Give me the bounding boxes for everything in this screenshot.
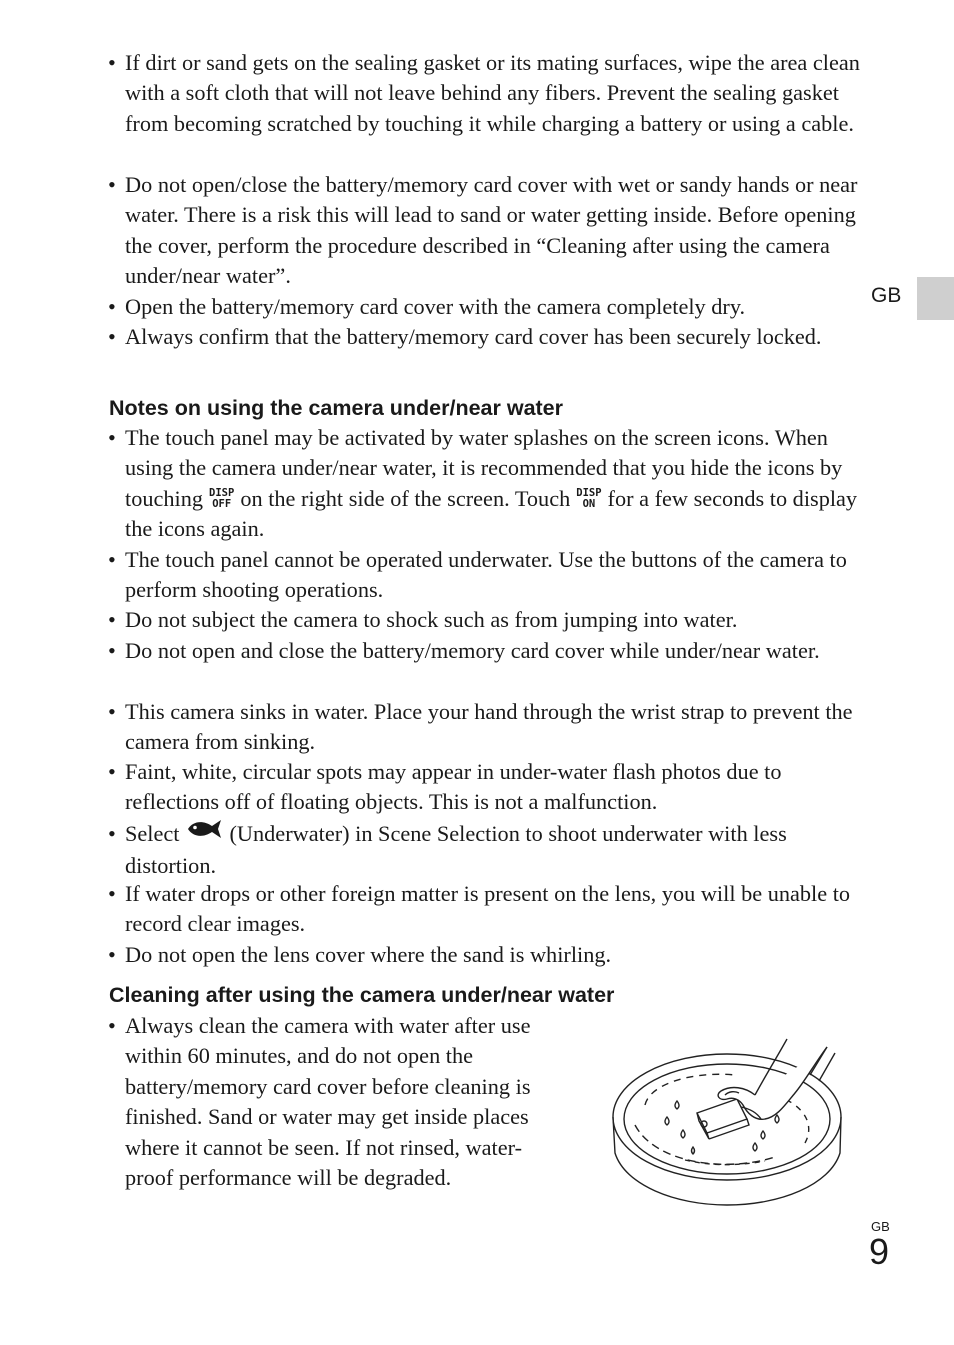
bullet-dot: • [108, 547, 116, 572]
list-item-text: Do not open the lens cover where the sand is whirling. [125, 942, 612, 967]
side-tab-marker [917, 277, 954, 320]
touch-panel-text-2: on the right side of the screen. Touch [240, 485, 571, 511]
list-item-text: This camera sinks in water. Place your hand through the wrist strap to prevent the camera from sinking. [125, 699, 853, 755]
disp-on-icon-top: DISP [576, 486, 602, 499]
list-item-text: Do not open and close the battery/memory card cover while under/near water. [125, 638, 820, 663]
list-item-text: Always confirm that the battery/memory card cover has been securely locked. [125, 324, 822, 349]
list-item [108, 940, 868, 970]
side-tab-label: GB [871, 284, 902, 307]
bullet-dot: • [108, 821, 116, 846]
list-item-text [125, 819, 868, 881]
list-item-text: Always clean the camera with water after use within 60 minutes, and do not open the battery/memory card cover before cleaning is finished. Sand or water may get inside places where it cannot be seen. If not rinsed, water-proof performance will be degraded. [125, 1013, 531, 1191]
section-heading-cleaning: Cleaning after using the camera under/near water [109, 983, 615, 1007]
bullet-dot: • [108, 759, 116, 784]
bullet-dot: • [108, 324, 116, 349]
select-text: Select [125, 821, 180, 846]
camera-rinsing-illustration [605, 1035, 850, 1218]
list-item [108, 697, 868, 758]
disp-off-icon [209, 488, 234, 510]
underwater-text: (Underwater) in Scene Selection to shoot underwater with less distortion. [125, 821, 787, 879]
bullet-dot: • [108, 172, 116, 197]
list-item [108, 170, 868, 292]
bullet-dot: • [108, 638, 116, 663]
bullet-dot: • [108, 425, 116, 450]
list-item [108, 605, 868, 635]
list-item-text: If dirt or sand gets on the sealing gasket or its mating surfaces, wipe the area clean with a soft cloth that will not leave behind any fibers. Prevent the sealing gasket from becoming scratched by touching it while charging a battery or using a cable. [125, 50, 860, 136]
bullet-dot: • [108, 294, 116, 319]
list-item [108, 757, 868, 818]
section-heading-underwater-notes: Notes on using the camera under/near water [109, 396, 564, 420]
disp-on-icon [576, 488, 601, 510]
list-item-text [125, 423, 868, 545]
list-item-text: Do not subject the camera to shock such as from jumping into water. [125, 607, 738, 632]
bullet-dot: • [108, 607, 116, 632]
bullet-dot: • [108, 1013, 116, 1038]
list-item [108, 423, 868, 545]
list-item-text: If water drops or other foreign matter is present on the lens, you will be unable to record clear images. [125, 881, 851, 937]
list-item [108, 819, 868, 881]
list-item [108, 1011, 568, 1193]
page-number: 9 [869, 1231, 890, 1272]
bullet-dot: • [108, 699, 116, 724]
list-item-text: Faint, white, circular spots may appear in under-water flash photos due to reflections off of floating objects. This is not a malfunction. [125, 759, 782, 815]
list-item-text: Open the battery/memory card cover with the camera completely dry. [125, 294, 746, 319]
bullet-dot: • [108, 50, 116, 75]
list-item [108, 48, 868, 139]
bullet-dot: • [108, 881, 116, 906]
page-label: GB [871, 1219, 890, 1234]
list-item [108, 545, 868, 606]
touch-panel-text-1: The touch panel may be activated by water splashes on the screen icons. When using the camera under/near water, it is recommended that you hide the icons by touching [125, 425, 843, 511]
list-item [108, 636, 868, 666]
list-item [108, 879, 868, 940]
list-item-text: Do not open/close the battery/memory card cover with wet or sandy hands or near water. There is a risk this will lead to sand or water getting inside. Before opening the cover, perform the procedure described in “Cleaning after using the camera under/near water”. [125, 172, 858, 289]
disp-off-icon-bottom: OFF [212, 497, 232, 510]
fish-icon [187, 818, 223, 848]
disp-off-icon-top: DISP [209, 486, 235, 499]
list-item [108, 292, 868, 322]
touch-panel-text-3: for a few seconds to display the icons again. [125, 485, 858, 542]
disp-on-icon-bottom: ON [582, 497, 596, 510]
list-item [108, 322, 868, 352]
list-item-text: The touch panel cannot be operated underwater. Use the buttons of the camera to perform shooting operations. [125, 547, 847, 603]
bullet-dot: • [108, 942, 116, 967]
